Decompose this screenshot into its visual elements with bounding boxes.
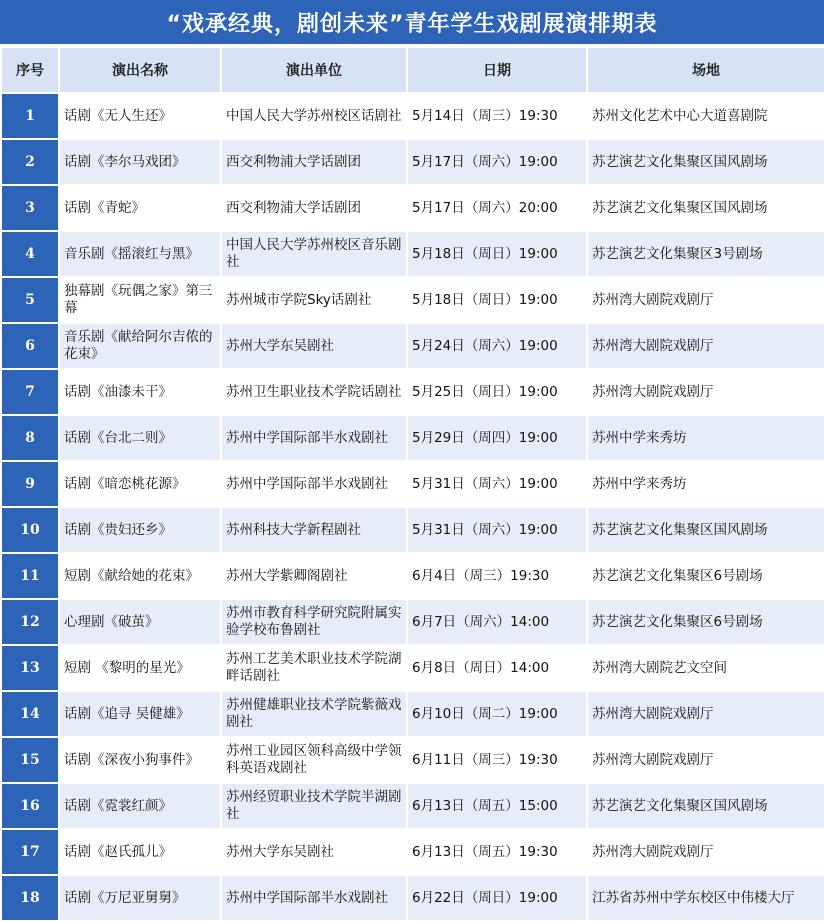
row-unit: 西交利物浦大学话剧团 xyxy=(221,139,407,185)
row-date: 5月17日（周六）20:00 xyxy=(407,185,587,231)
table-row xyxy=(1,599,824,645)
header-date: 日期 xyxy=(407,47,587,93)
schedule-table xyxy=(0,46,824,921)
row-unit: 中国人民大学苏州校区话剧社 xyxy=(221,93,407,139)
row-index: 10 xyxy=(1,507,59,553)
row-index: 6 xyxy=(1,323,59,369)
header-name: 演出名称 xyxy=(59,47,221,93)
row-unit: 苏州经贸职业技术学院半湖剧社 xyxy=(221,783,407,829)
row-date: 5月29日（周四）19:00 xyxy=(407,415,587,461)
row-unit: 苏州大学东吴剧社 xyxy=(221,829,407,875)
table-row xyxy=(1,783,824,829)
table-row xyxy=(1,185,824,231)
row-index: 4 xyxy=(1,231,59,277)
table-row xyxy=(1,875,824,921)
row-venue: 苏艺演艺文化集聚区国风剧场 xyxy=(587,185,824,231)
table-row xyxy=(1,691,824,737)
row-name: 话剧《油漆未干》 xyxy=(59,369,221,415)
row-unit: 苏州市教育科学研究院附属实验学校布鲁剧社 xyxy=(221,599,407,645)
row-date: 6月11日（周三）19:30 xyxy=(407,737,587,783)
row-index: 16 xyxy=(1,783,59,829)
row-index: 8 xyxy=(1,415,59,461)
row-unit: 中国人民大学苏州校区音乐剧社 xyxy=(221,231,407,277)
row-unit: 苏州健雄职业技术学院紫薇戏剧社 xyxy=(221,691,407,737)
row-venue: 苏州湾大剧院戏剧厅 xyxy=(587,369,824,415)
row-unit: 苏州科技大学新程剧社 xyxy=(221,507,407,553)
row-unit: 苏州中学国际部半水戏剧社 xyxy=(221,461,407,507)
row-index: 15 xyxy=(1,737,59,783)
row-date: 6月13日（周五）15:00 xyxy=(407,783,587,829)
row-venue: 苏州湾大剧院艺文空间 xyxy=(587,645,824,691)
row-name: 话剧《暗恋桃花源》 xyxy=(59,461,221,507)
row-date: 5月18日（周日）19:00 xyxy=(407,277,587,323)
row-venue: 苏州湾大剧院戏剧厅 xyxy=(587,829,824,875)
row-date: 6月4日（周三）19:30 xyxy=(407,553,587,599)
row-name: 音乐剧《献给阿尔吉侬的花束》 xyxy=(59,323,221,369)
row-date: 6月13日（周五）19:30 xyxy=(407,829,587,875)
row-unit: 苏州中学国际部半水戏剧社 xyxy=(221,875,407,921)
table-row xyxy=(1,139,824,185)
row-date: 5月18日（周日）19:00 xyxy=(407,231,587,277)
row-unit: 苏州工业园区领科高级中学领科英语戏剧社 xyxy=(221,737,407,783)
row-name: 短剧 《黎明的星光》 xyxy=(59,645,221,691)
row-name: 话剧《贵妇还乡》 xyxy=(59,507,221,553)
row-name: 音乐剧《摇滚红与黑》 xyxy=(59,231,221,277)
table-header-row xyxy=(1,47,824,93)
table-row xyxy=(1,231,824,277)
header-index: 序号 xyxy=(1,47,59,93)
row-index: 13 xyxy=(1,645,59,691)
row-date: 5月14日（周三）19:30 xyxy=(407,93,587,139)
table-row xyxy=(1,93,824,139)
table-row xyxy=(1,553,824,599)
row-venue: 苏州湾大剧院戏剧厅 xyxy=(587,323,824,369)
row-venue: 苏州湾大剧院戏剧厅 xyxy=(587,277,824,323)
row-index: 1 xyxy=(1,93,59,139)
row-name: 话剧《深夜小狗事件》 xyxy=(59,737,221,783)
row-unit: 苏州大学紫卿阁剧社 xyxy=(221,553,407,599)
row-index: 11 xyxy=(1,553,59,599)
row-venue: 苏艺演艺文化集聚区国风剧场 xyxy=(587,139,824,185)
row-unit: 西交利物浦大学话剧团 xyxy=(221,185,407,231)
header-venue: 场地 xyxy=(587,47,824,93)
row-index: 3 xyxy=(1,185,59,231)
row-venue: 苏艺演艺文化集聚区国风剧场 xyxy=(587,507,824,553)
row-name: 话剧《青蛇》 xyxy=(59,185,221,231)
row-index: 5 xyxy=(1,277,59,323)
row-name: 短剧《献给她的花束》 xyxy=(59,553,221,599)
row-date: 6月22日（周日）19:00 xyxy=(407,875,587,921)
row-date: 6月7日（周六）14:00 xyxy=(407,599,587,645)
row-name: 话剧《追寻 吴健雄》 xyxy=(59,691,221,737)
row-venue: 苏州文化艺术中心大道喜剧院 xyxy=(587,93,824,139)
row-venue: 江苏省苏州中学东校区中伟楼大厅 xyxy=(587,875,824,921)
row-unit: 苏州卫生职业技术学院话剧社 xyxy=(221,369,407,415)
row-index: 14 xyxy=(1,691,59,737)
row-name: 话剧《李尔马戏团》 xyxy=(59,139,221,185)
row-name: 话剧《赵氏孤儿》 xyxy=(59,829,221,875)
table-body xyxy=(1,93,824,921)
row-index: 7 xyxy=(1,369,59,415)
row-unit: 苏州城市学院Sky话剧社 xyxy=(221,277,407,323)
row-date: 6月10日（周二）19:00 xyxy=(407,691,587,737)
row-date: 5月24日（周六）19:00 xyxy=(407,323,587,369)
table-row xyxy=(1,737,824,783)
row-name: 独幕剧《玩偶之家》第三幕 xyxy=(59,277,221,323)
row-name: 心理剧《破茧》 xyxy=(59,599,221,645)
row-venue: 苏州湾大剧院戏剧厅 xyxy=(587,691,824,737)
table-row xyxy=(1,369,824,415)
row-name: 话剧《万尼亚舅舅》 xyxy=(59,875,221,921)
row-unit: 苏州大学东吴剧社 xyxy=(221,323,407,369)
row-name: 话剧《霓裳红颜》 xyxy=(59,783,221,829)
row-index: 9 xyxy=(1,461,59,507)
row-venue: 苏州中学来秀坊 xyxy=(587,461,824,507)
header-unit: 演出单位 xyxy=(221,47,407,93)
row-date: 5月17日（周六）19:00 xyxy=(407,139,587,185)
row-index: 17 xyxy=(1,829,59,875)
row-venue: 苏艺演艺文化集聚区6号剧场 xyxy=(587,553,824,599)
table-row xyxy=(1,829,824,875)
row-unit: 苏州中学国际部半水戏剧社 xyxy=(221,415,407,461)
row-venue: 苏艺演艺文化集聚区国风剧场 xyxy=(587,783,824,829)
page-title: “戏承经典，剧创未来”青年学生戏剧展演排期表 xyxy=(0,0,824,46)
row-venue: 苏州湾大剧院戏剧厅 xyxy=(587,737,824,783)
row-index: 2 xyxy=(1,139,59,185)
table-row xyxy=(1,415,824,461)
row-index: 12 xyxy=(1,599,59,645)
table-row xyxy=(1,645,824,691)
table-row xyxy=(1,507,824,553)
row-unit: 苏州工艺美术职业技术学院湖畔话剧社 xyxy=(221,645,407,691)
row-date: 5月31日（周六）19:00 xyxy=(407,461,587,507)
table-row xyxy=(1,461,824,507)
row-name: 话剧《台北二则》 xyxy=(59,415,221,461)
row-venue: 苏艺演艺文化集聚区6号剧场 xyxy=(587,599,824,645)
table-row xyxy=(1,323,824,369)
row-date: 6月8日（周日）14:00 xyxy=(407,645,587,691)
row-index: 18 xyxy=(1,875,59,921)
row-venue: 苏州中学来秀坊 xyxy=(587,415,824,461)
row-date: 5月25日（周日）19:00 xyxy=(407,369,587,415)
row-date: 5月31日（周六）19:00 xyxy=(407,507,587,553)
table-row xyxy=(1,277,824,323)
row-venue: 苏艺演艺文化集聚区3号剧场 xyxy=(587,231,824,277)
row-name: 话剧《无人生还》 xyxy=(59,93,221,139)
